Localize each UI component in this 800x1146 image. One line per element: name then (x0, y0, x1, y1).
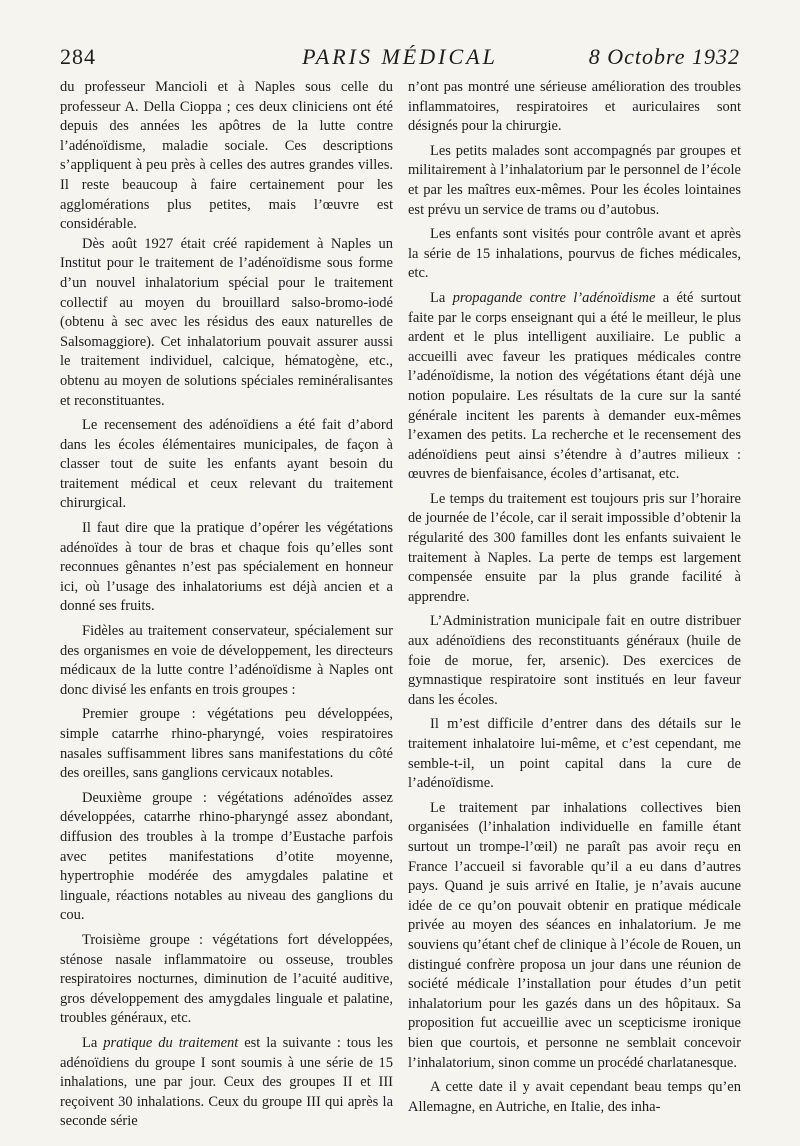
paragraph (60, 1034, 393, 1132)
paragraph: Les petits malades sont accompagnés par groupes et militairement à l’inhalatorium par le personnel de l’école et par les maîtres eux-mêmes. Pour les écoles lointaines est prévu un service de trams ou d’autobus. (408, 142, 741, 218)
paragraph: A cette date il y avait cependant beau temps qu’en Allemagne, en Autriche, en Italie, des inha- (408, 1079, 741, 1115)
running-header (60, 44, 740, 76)
text-run: est la suivante : tous les adénoïdiens du groupe I sont soumis à une série de 15 inhalations, une par jour. Ceux des groupes II et III reçoivent 30 inhalations. Ceux du groupe III qui après la seconde série (60, 1034, 393, 1130)
paragraph: Le temps du traitement est toujours pris sur l’horaire de journée de l’école, car il serait impossible d’obtenir la régularité des 300 familles dont les enfants suivaient le traitement à Naples. La perte de temps est largement compensée ensuite par la plus grande facilité à apprendre. (408, 490, 741, 605)
paragraph: Le recensement des adénoïdiens a été fait d’abord dans les écoles élémentaires municipales, de façon à classer tout de suite les enfants ayant besoin du traitement médical et ceux relevant du traitement chirurgical. (60, 417, 393, 512)
paragraph: Il m’est difficile d’entrer dans des détails sur le traitement inhalatoire lui-même, et c’est cependant, me semble-t-il, un point capital dans la cure de l’adénoïdisme. (408, 716, 741, 792)
paragraph: L’Administration municipale fait en outre distribuer aux adénoïdiens des reconstituants généraux (huile de foie de morue, fer, arsenic). Des exercices de gymnastique respiratoire sont institués en leur faveur dans les écoles. (408, 613, 741, 708)
text-run: La (430, 289, 453, 306)
right-column (408, 78, 741, 1117)
text-run: La (82, 1034, 104, 1051)
text-run: a été surtout faite par le corps enseignant qui a été le meilleur, le plus ardent et le plus intelligent auxiliaire. Le public a accueilli avec faveur les pratiques médicales contre l’adénoïdisme, la notion des végétations étant déjà une notion populaire. Les résultats de la cure sur la santé générale incitent les parents à demander eux-mêmes l’examen des petits. La recherche et le recensement des adénoïdiens peut ainsi s’étendre à d’autres milieux : œuvres de bienfaisance, écoles d’artisanat, etc. (408, 289, 741, 483)
emphasis: pratique du traitement (103, 1034, 239, 1051)
paragraph: Troisième groupe : végétations fort développées, sténose nasale inflammatoire ou osseuse, troubles respiratoires nocturnes, diminution de l’acuité auditive, gros développement des amygdales linguale et palatine, troubles généraux, etc. (60, 931, 393, 1027)
paragraph: Deuxième groupe : végétations adénoïdes assez développées, catarrhe rhino-pharyngé assez abondant, diffusion des troubles à la trompe d’Eustache parfois avec petites manifestations d’otite moyenne, hypertrophie modérée des amygdales palatine et linguale, réactions notables au niveau des ganglions du cou. (60, 789, 393, 924)
journal-title: PARIS MÉDICAL (302, 44, 498, 69)
paragraph: n’ont pas montré une sérieuse amélioration des troubles inflammatoires, respiratoires et auriculaires sont désignés pour la chirurgie. (408, 79, 741, 135)
page-number: 284 (60, 44, 96, 69)
paragraph: Les enfants sont visités pour contrôle avant et après la série de 15 inhalations, pourvus de fiches médicales, etc. (408, 226, 741, 282)
paragraph: Il faut dire que la pratique d’opérer les végétations adénoïdes à tour de bras et chaque fois qu’elles sont reconnues gênantes n’est pas spécialement en honneur ici, où l’usage des inhalatoriums est déjà ancien et a donné ses fruits. (60, 520, 393, 615)
paragraph (408, 289, 741, 485)
paragraph: Fidèles au traitement conservateur, spécialement sur des organismes en voie de développement, les directeurs médicaux de la lutte contre l’adénoïdisme à Naples ont donc divisé les enfants en trois groupes : (60, 623, 393, 698)
paragraph: Le traitement par inhalations collectives bien organisées (l’inhalation individuelle en famille étant surtout un trompe-l’œil) ne paraît pas avoir reçu en France l’accueil si favorable qu’il a eu dans d’autres pays. Quand je suis arrivé en Italie, je n’avais aucune idée de ce qu’on pouvait obtenir en pratique médicale privée au moyen des séances en inhalatorium. Je me souviens qu’étant chef de clinique à l’école de Rouen, un distingué confrère proposa un jour dans une réunion de société médicale l’installation pour études d’un petit inhalatorium pour les gazés dans un des hôpitaux. Sa proposition fut accueillie avec un scepticisme ironique bien que courtois, et personne ne semblait concevoir l’inhalatorium, sinon comme un procédé charlatanesque. (408, 799, 741, 1071)
paragraph: Dès août 1927 était créé rapidement à Naples un Institut pour le traitement de l’adénoïdisme sous forme d’un nouvel inhalatorium spécial pour le traitement collectif au moyen du brouillard salso-bromo-iodé (obtenu à sec avec les résidus des eaux naturelles de Salsomaggiore). Cet inhalatorium pouvait assurer aussi le traitement individuel, calcique, hématogène, etc., obtenu au moyen de solutions spéciales reminéralisantes et reconstituantes. (60, 235, 393, 409)
emphasis: propagande contre l’adénoïdisme (452, 289, 656, 306)
left-column (60, 78, 393, 1132)
paragraph: du professeur Mancioli et à Naples sous celle du professeur A. Della Cioppa ; ces deux cliniciens ont été depuis des années les apôtres de la lutte contre l’adénoïdisme, maladie sociale. Ces descriptions s’appliquent à peu près à celles des autres grandes villes. Il reste beaucoup à faire certainement pour les agglomérations plus petites, mais l’œuvre est considérable. (60, 79, 393, 233)
paragraph: Premier groupe : végétations peu développées, simple catarrhe rhino-pharyngé, voies respiratoires nasales suffisamment libres sans manifestations du côté des oreilles, sans ganglions cervicaux notables. (60, 706, 393, 782)
issue-date: 8 Octobre 1932 (588, 44, 740, 69)
